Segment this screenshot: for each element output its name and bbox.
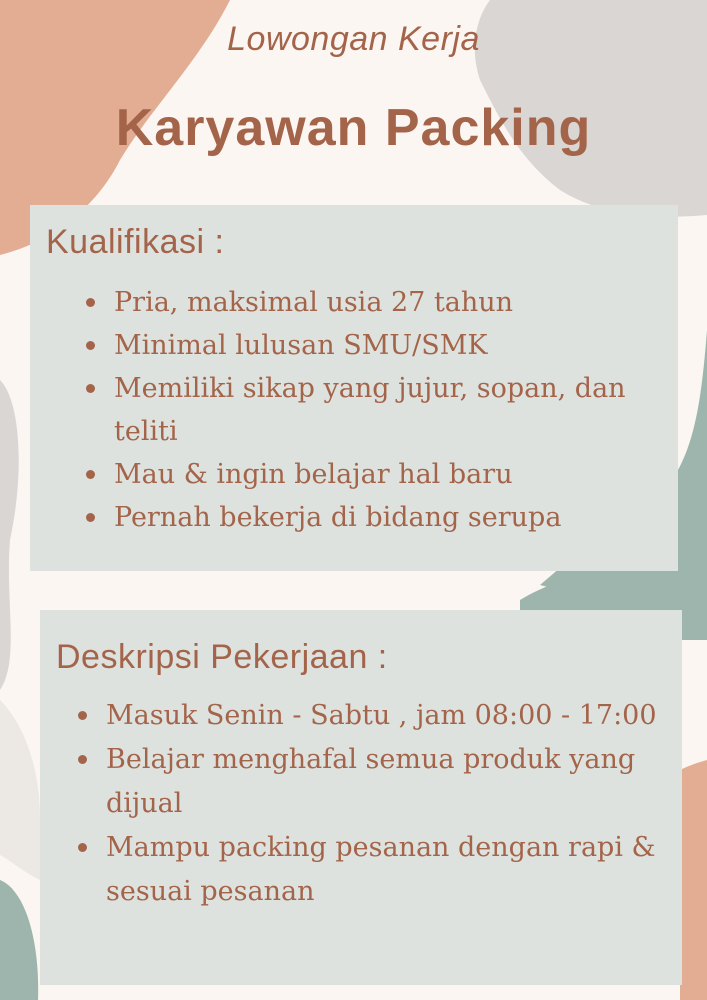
list-item	[86, 324, 666, 367]
list-item-text: Mampu packing pesanan dengan rapi & sesuai pesanan	[106, 832, 656, 907]
list-item	[86, 496, 666, 539]
list-item-text: Mau & ingin belajar hal baru	[114, 459, 513, 490]
list-item	[86, 367, 666, 453]
bullet-icon	[78, 711, 87, 720]
bullet-icon	[86, 341, 95, 350]
peach-blob-right	[680, 760, 707, 1000]
bullet-icon	[86, 470, 95, 479]
list-item-text: Masuk Senin - Sabtu , jam 08:00 - 17:00	[106, 700, 657, 731]
list-item	[78, 694, 668, 738]
grey-blob-left-lower	[0, 700, 40, 880]
bullet-icon	[78, 843, 87, 852]
list-item	[86, 281, 666, 324]
list-item-text: Pernah bekerja di bidang serupa	[114, 502, 562, 533]
job-description-list	[78, 694, 668, 914]
bullet-icon	[78, 755, 87, 764]
list-item-text: Memiliki sikap yang jujur, sopan, dan teliti	[114, 373, 626, 447]
list-item	[78, 826, 668, 914]
list-item-text: Belajar menghafal semua produk yang dijual	[106, 744, 636, 819]
bullet-icon	[86, 384, 95, 393]
qualifications-list	[86, 281, 666, 539]
bullet-icon	[86, 513, 95, 522]
job-title: Karyawan Packing	[115, 99, 592, 157]
list-item	[78, 738, 668, 826]
list-item	[86, 453, 666, 496]
list-item-text: Minimal lulusan SMU/SMK	[114, 330, 488, 361]
job-vacancy-subtitle: Lowongan Kerja	[227, 20, 480, 58]
qualifications-heading: Kualifikasi :	[46, 223, 225, 261]
list-item-text: Pria, maksimal usia 27 tahun	[114, 287, 514, 318]
job-description-card	[40, 610, 682, 985]
qualifications-card	[30, 205, 678, 571]
job-description-heading: Deskripsi Pekerjaan :	[56, 638, 388, 676]
bullet-icon	[86, 298, 95, 307]
grey-blob-left	[0, 380, 19, 690]
sage-blob-bottom-left	[0, 880, 38, 1000]
